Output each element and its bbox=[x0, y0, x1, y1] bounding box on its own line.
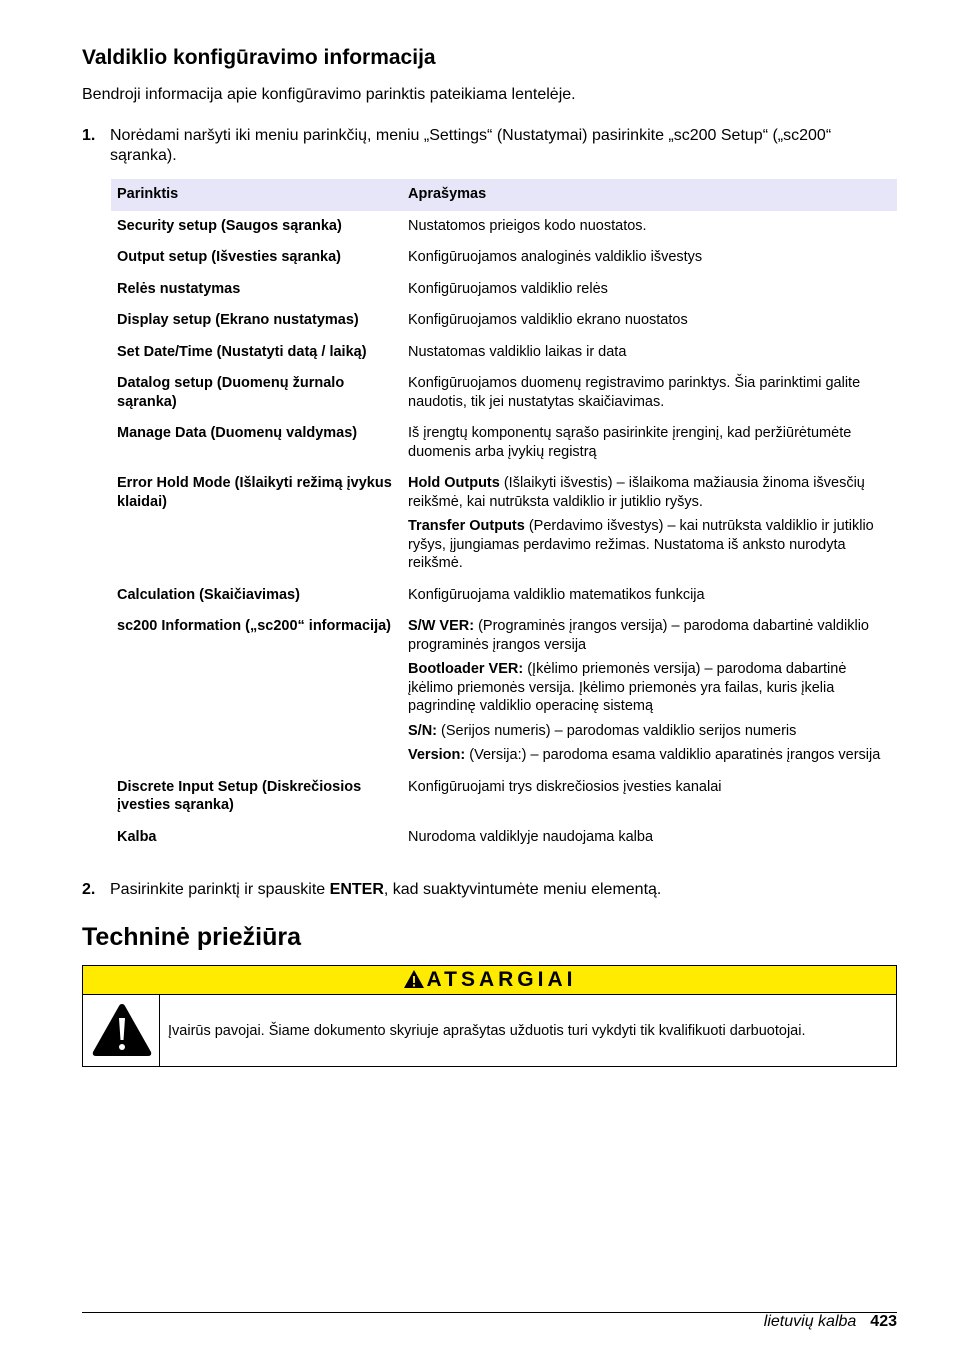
step-text-part: Pasirinkite parinktį ir spauskite bbox=[110, 881, 330, 898]
description-term: Bootloader VER: bbox=[408, 661, 524, 677]
description-paragraph bbox=[408, 311, 891, 330]
table-row bbox=[111, 418, 897, 468]
description-paragraph bbox=[408, 722, 891, 741]
description-paragraph bbox=[408, 517, 891, 573]
table-row bbox=[111, 368, 897, 418]
description-text: Konfigūruojamos duomenų registravimo parinktys. Šia parinktimi galite naudotis, tik jei nustatytas skaičiavimas. bbox=[408, 375, 861, 410]
option-description bbox=[402, 305, 897, 337]
description-term: Version: bbox=[408, 747, 466, 763]
option-description bbox=[402, 580, 897, 612]
description-text: Konfigūruojamos valdiklio relės bbox=[408, 280, 608, 297]
option-description bbox=[402, 822, 897, 854]
description-text: Nurodoma valdiklyje naudojama kalba bbox=[408, 828, 654, 845]
option-name: Error Hold Mode (Išlaikyti režimą įvykus klaidai) bbox=[117, 475, 392, 510]
table-row bbox=[111, 242, 897, 274]
warning-icon-cell bbox=[83, 995, 160, 1066]
description-text: (Perdavimo išvestys) – kai nutrūksta valdiklio ir jutiklio ryšys, įjungiamas perdavimo režimas. Nustatoma iš anksto nurodyta reikšmė. bbox=[408, 518, 874, 571]
options-table bbox=[111, 179, 897, 853]
step-text bbox=[110, 880, 897, 900]
description-term: Hold Outputs bbox=[408, 475, 500, 491]
option-name: Manage Data (Duomenų valdymas) bbox=[117, 425, 358, 441]
description-paragraph bbox=[408, 217, 891, 236]
description-paragraph bbox=[408, 424, 891, 461]
table-row bbox=[111, 468, 897, 580]
table-row bbox=[111, 211, 897, 243]
option-description bbox=[402, 211, 897, 243]
description-text: (Versija:) – parodoma esama valdiklio aparatinės įrangos versija bbox=[465, 747, 881, 763]
step-text: Norėdami naršyti iki meniu parinkčių, meniu „Settings“ (Nustatymai) pasirinkite „sc200 Setup“ („sc200“ sąranka). bbox=[110, 127, 832, 164]
option-description bbox=[402, 274, 897, 306]
step-2 bbox=[82, 880, 897, 900]
description-term: S/N: bbox=[408, 722, 437, 739]
option-description bbox=[402, 611, 897, 772]
step-1 bbox=[82, 126, 897, 166]
description-paragraph bbox=[408, 248, 891, 267]
footer-language: lietuvių kalba bbox=[763, 1313, 857, 1330]
option-name: Security setup (Saugos sąranka) bbox=[117, 217, 342, 234]
description-text: Konfigūruojamos valdiklio ekrano nuostatos bbox=[408, 312, 688, 328]
table-body bbox=[111, 211, 897, 854]
step-text-part: , kad suaktyvintumėte meniu elementą. bbox=[383, 881, 662, 898]
step-number: 2. bbox=[82, 881, 96, 898]
table-row bbox=[111, 611, 897, 772]
option-description bbox=[402, 337, 897, 369]
warning-header bbox=[83, 966, 896, 995]
option-name: Discrete Input Setup (Diskrečiosios įvesties sąranka) bbox=[117, 778, 362, 813]
column-header-option: Parinktis bbox=[111, 179, 402, 211]
description-paragraph bbox=[408, 374, 891, 411]
option-name: Set Date/Time (Nustatyti datą / laiką) bbox=[117, 343, 367, 360]
warning-text: Įvairūs pavojai. Šiame dokumento skyriuje aprašytas užduotis turi vykdyti tik kvalifikuoti darbuotojai. bbox=[168, 1023, 806, 1039]
page-number: 423 bbox=[870, 1313, 897, 1330]
section-title: Techninė priežiūra bbox=[82, 923, 302, 951]
description-text: Nustatomas valdiklio laikas ir data bbox=[408, 343, 627, 360]
description-text: Nustatomos prieigos kodo nuostatos. bbox=[408, 217, 647, 234]
description-text: Konfigūruojamos analoginės valdiklio išvestys bbox=[408, 249, 703, 265]
description-paragraph bbox=[408, 746, 891, 765]
warning-triangle-icon bbox=[91, 1002, 153, 1058]
description-paragraph bbox=[408, 474, 891, 511]
table-row bbox=[111, 337, 897, 369]
warning-label: ATSARGIAI bbox=[426, 968, 577, 991]
table-header-row bbox=[111, 179, 897, 211]
description-term: Transfer Outputs bbox=[408, 518, 525, 534]
description-paragraph bbox=[408, 586, 891, 605]
description-paragraph bbox=[408, 343, 891, 362]
option-name: Relės nustatymas bbox=[117, 280, 241, 297]
option-name: Datalog setup (Duomenų žurnalo sąranka) bbox=[117, 375, 345, 410]
description-paragraph bbox=[408, 828, 891, 847]
footer bbox=[764, 1313, 897, 1331]
option-description bbox=[402, 368, 897, 418]
option-description bbox=[402, 242, 897, 274]
warning-triangle-small-icon bbox=[403, 969, 425, 989]
step-number: 1. bbox=[82, 127, 96, 144]
table-row bbox=[111, 305, 897, 337]
description-paragraph bbox=[408, 660, 891, 716]
description-text: (Programinės įrangos versija) – parodoma dabartinė valdiklio programinės įrangos versija bbox=[408, 618, 869, 653]
description-text: Iš įrengtų komponentų sąrašo pasirinkite įrenginį, kad peržiūrėtumėte duomenis arba įvykių registrą bbox=[408, 425, 852, 460]
table-row bbox=[111, 580, 897, 612]
option-name: Kalba bbox=[117, 828, 157, 845]
option-description bbox=[402, 418, 897, 468]
description-paragraph bbox=[408, 617, 891, 654]
description-term: S/W VER: bbox=[408, 618, 475, 634]
description-text: (Įkėlimo priemonės versija) – parodoma dabartinė įkėlimo priemonės versija. Įkėlimo priemonės yra failas, kuris įkelia pagrindinę valdiklio operacinę sistemą bbox=[408, 661, 847, 714]
description-text: Konfigūruojama valdiklio matematikos funkcija bbox=[408, 586, 705, 603]
description-paragraph bbox=[408, 778, 891, 797]
option-name: Output setup (Išvesties sąranka) bbox=[117, 249, 342, 265]
description-text: (Serijos numeris) – parodomas valdiklio serijos numeris bbox=[437, 722, 797, 739]
warning-box bbox=[82, 965, 897, 1067]
option-name: Display setup (Ekrano nustatymas) bbox=[117, 312, 359, 328]
option-name: Calculation (Skaičiavimas) bbox=[117, 586, 300, 603]
step-key-name: ENTER bbox=[329, 881, 384, 898]
description-text: Konfigūruojami trys diskrečiosios įvesties kanalai bbox=[408, 778, 722, 795]
intro-text: Bendroji informacija apie konfigūravimo parinktis pateikiama lentelėje. bbox=[82, 86, 576, 103]
table-row bbox=[111, 822, 897, 854]
table-row bbox=[111, 274, 897, 306]
warning-body bbox=[83, 995, 896, 1066]
table-row bbox=[111, 772, 897, 822]
description-text: (Išlaikyti išvestis) – išlaikoma mažiausia žinoma išvesčių reikšmė, kai nutrūksta valdiklio ir jutiklio ryšys. bbox=[408, 475, 865, 510]
option-name: sc200 Information („sc200“ informacija) bbox=[117, 618, 391, 634]
description-paragraph bbox=[408, 280, 891, 299]
column-header-description: Aprašymas bbox=[402, 179, 897, 211]
option-description bbox=[402, 468, 897, 580]
option-description bbox=[402, 772, 897, 822]
subsection-title: Valdiklio konfigūravimo informacija bbox=[82, 46, 436, 69]
